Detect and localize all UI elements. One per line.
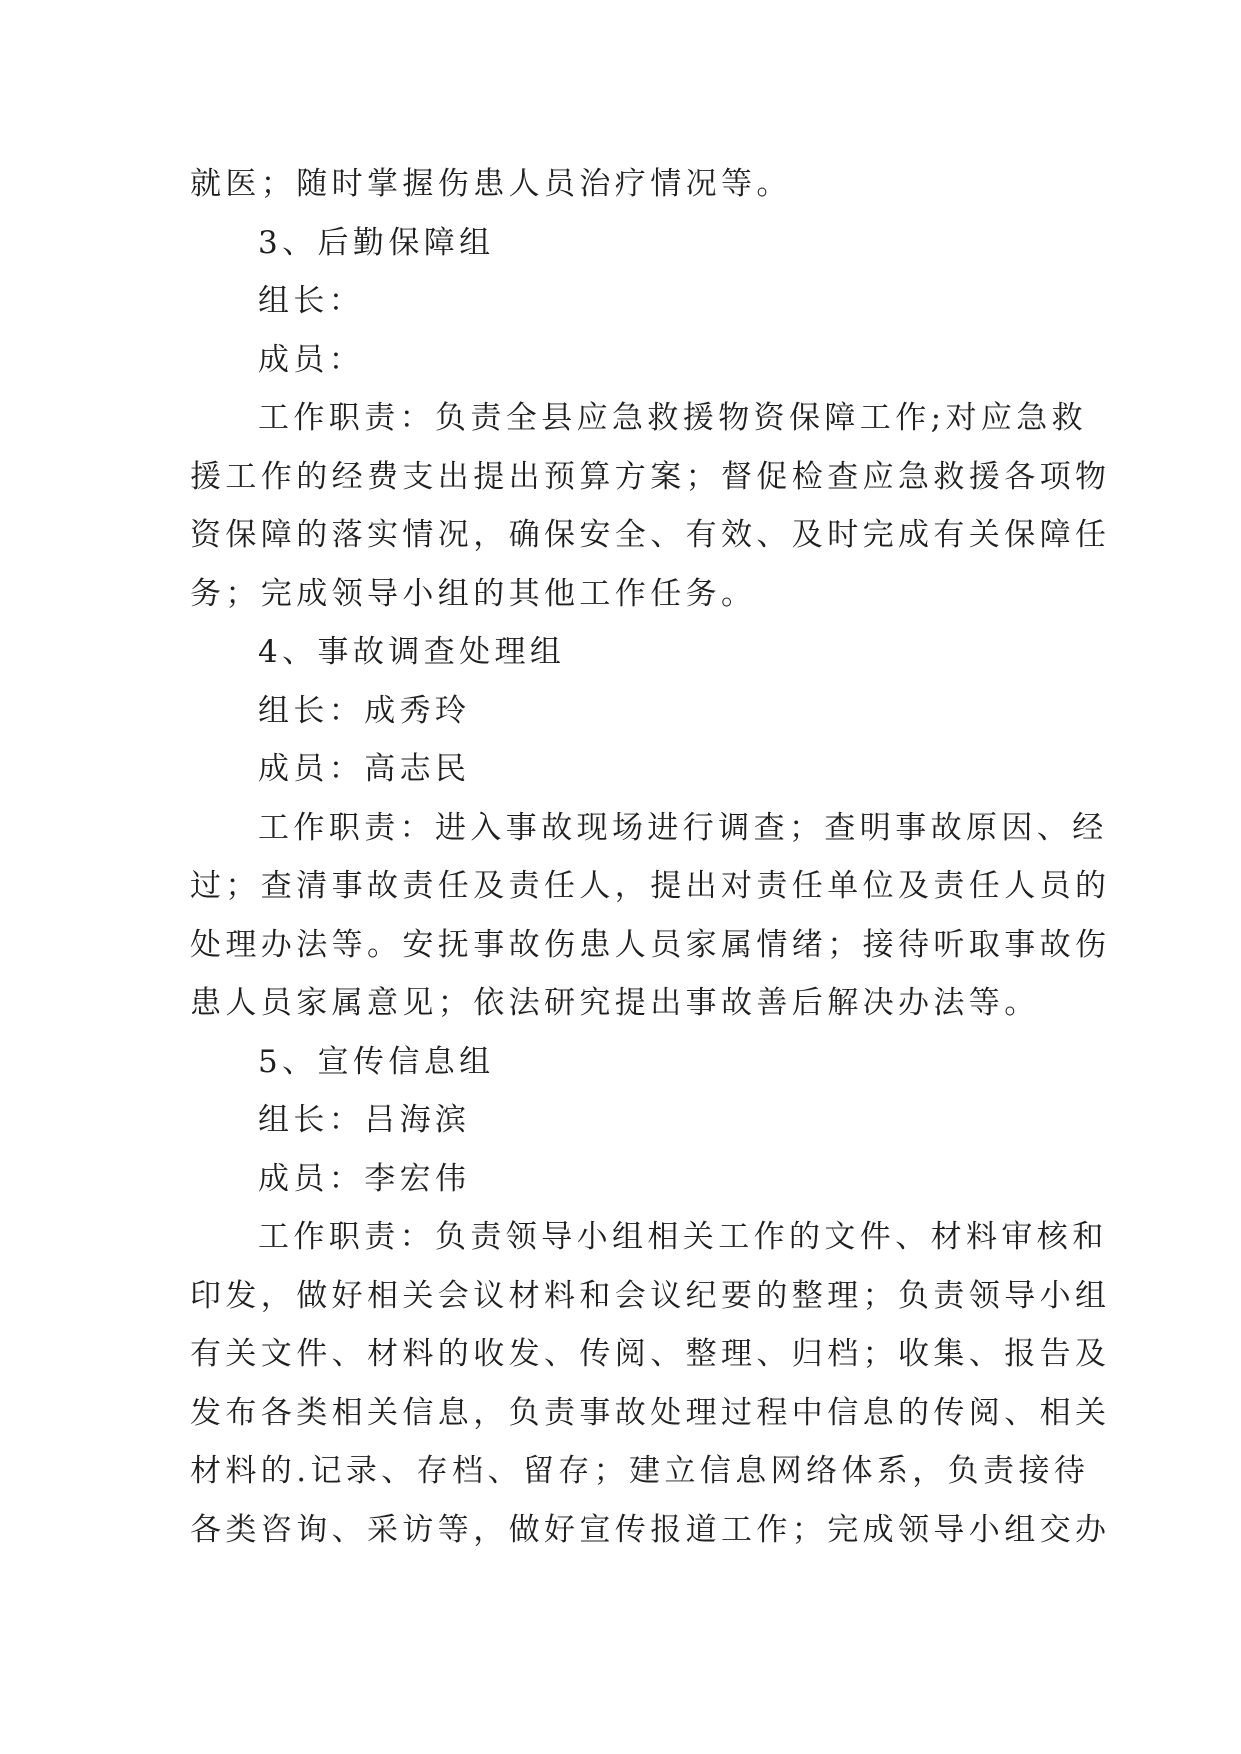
text-line: 4、事故调查处理组 (258, 634, 566, 670)
text-line: 各类咨询、采访等，做好宣传报道工作；完成领导小组交办 (190, 1511, 1111, 1548)
text-line: 工作职责：负责全县应急救援物资保障工作;对应急救 (258, 400, 1088, 436)
text-line: 处理办法等。安抚事故伤患人员家属情绪；接待听取事故伤 (190, 926, 1111, 963)
text-line: 工作职责：进入事故现场进行调查；查明事故原因、经 (258, 809, 1108, 846)
text-line: 援工作的经费支出提出预算方案；督促检查应急救援各项物 (190, 458, 1111, 495)
text-line: 组长：吕海滨 (258, 1102, 471, 1138)
member-field (190, 331, 1060, 390)
text-line: 组长： (258, 283, 365, 319)
text-line: 组长：成秀玲 (258, 692, 471, 729)
member-field (190, 682, 1060, 741)
text-line: 资保障的落实情况，确保安全、有效、及时完成有关保障任 (190, 517, 1111, 553)
text-line: 发布各类相关信息，负责事故处理过程中信息的传阅、相关 (190, 1394, 1111, 1431)
text-line: 成员：高志民 (258, 751, 471, 787)
member-field (190, 1150, 1060, 1209)
duty-paragraph (190, 389, 1111, 623)
text-line: 材料的.记录、存档、留存；建立信息网络体系，负责接待 (190, 1453, 1090, 1489)
text-line: 就医；随时掌握伤患人员治疗情况等。 (190, 166, 792, 202)
section-heading (190, 1033, 1060, 1092)
member-field (190, 1091, 1060, 1150)
text-line: 务；完成领导小组的其他工作任务。 (190, 575, 757, 612)
text-line: 3、后勤保障组 (258, 224, 495, 261)
section-heading (190, 214, 1060, 273)
member-field (190, 272, 1060, 331)
text-line: 成员：李宏伟 (258, 1160, 471, 1197)
paragraph-continuation (190, 155, 1060, 214)
member-field (190, 740, 1060, 799)
duty-paragraph (190, 1208, 1111, 1559)
text-line: 患人员家属意见；依法研究提出事故善后解决办法等。 (190, 985, 1040, 1021)
text-line: 有关文件、材料的收发、传阅、整理、归档；收集、报告及 (190, 1336, 1111, 1372)
text-line: 5、宣传信息组 (258, 1043, 495, 1080)
text-line: 过；查清事故责任及责任人，提出对责任单位及责任人员的 (190, 868, 1111, 904)
document-body (190, 155, 1111, 1559)
text-line: 工作职责：负责领导小组相关工作的文件、材料审核和 (258, 1219, 1108, 1255)
section-heading (190, 623, 1060, 682)
text-line: 成员： (258, 341, 365, 378)
text-line: 印发，做好相关会议材料和会议纪要的整理；负责领导小组 (190, 1277, 1111, 1314)
duty-paragraph (190, 799, 1111, 1033)
